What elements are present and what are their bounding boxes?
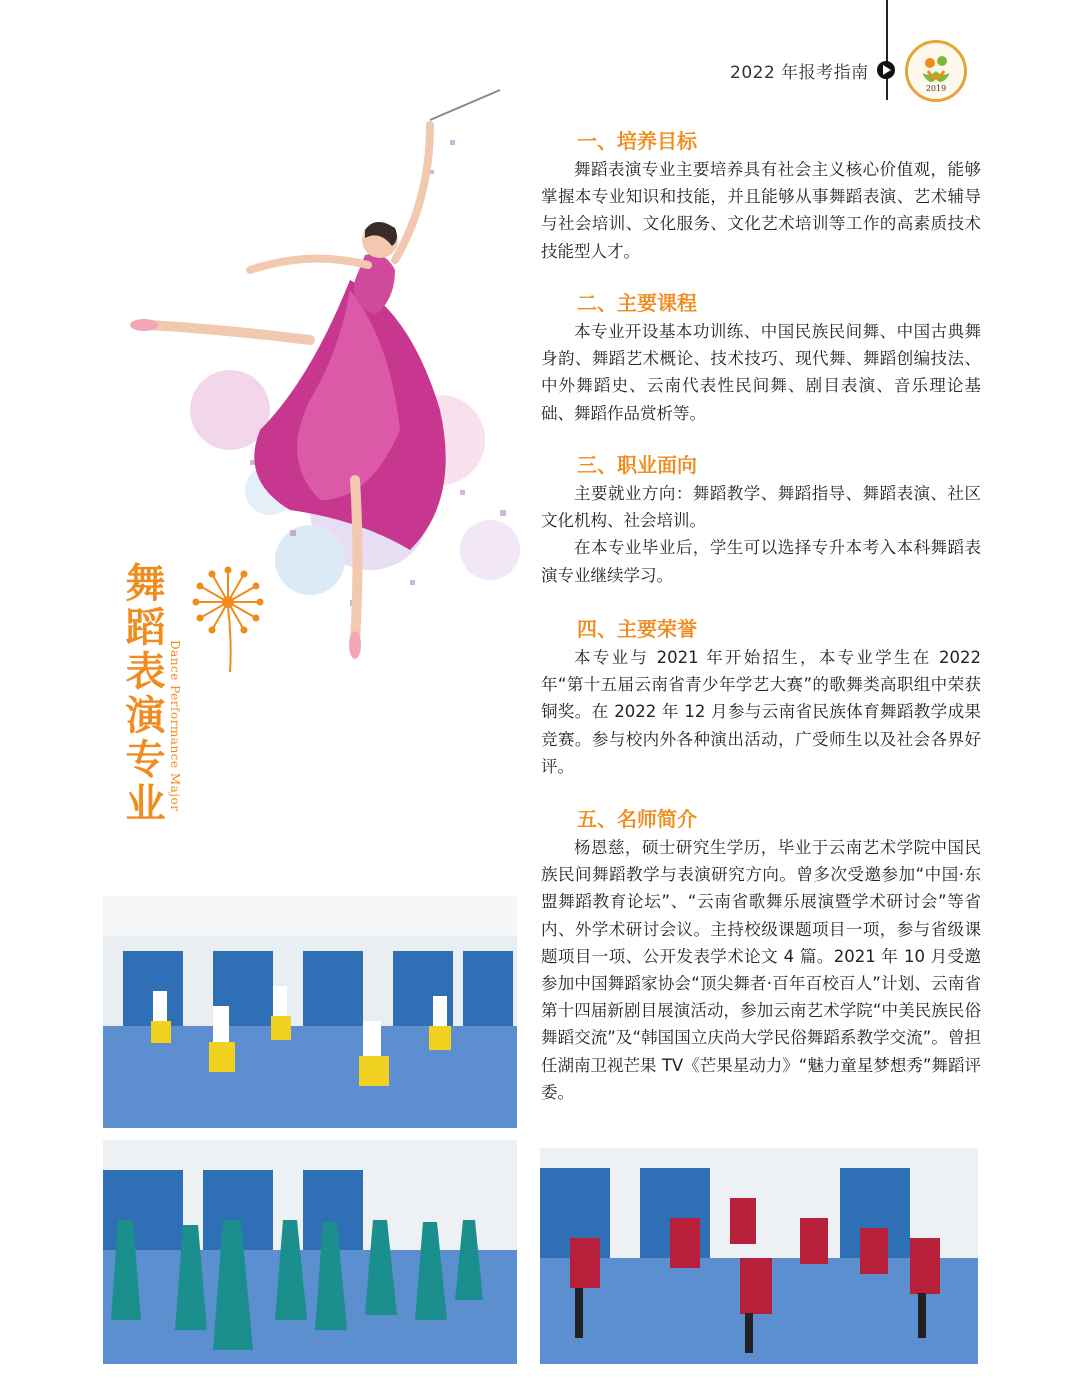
major-title: 舞蹈表演专业	[119, 562, 165, 826]
section-paragraph: 本专业与 2021 年开始招生，本专业学生在 2022 年“第十五届云南省青少年学艺大赛”的歌舞类高职组中荣获铜奖。在 2022 年 12 月参与云南省民族体育舞蹈教学成果竞赛。参与校内外各种演出活动，广受师生以及社会各界好评。	[541, 648, 981, 776]
ballerina-illustration	[110, 80, 530, 680]
photo-female-dancers-teal	[103, 1140, 517, 1364]
section-career-direction	[541, 452, 981, 589]
section-paragraph: 杨恩慈，硕士研究生学历，毕业于云南艺术学院中国民族民间舞蹈教学与表演研究方向。曾多次受邀参加“中国·东盟舞蹈教育论坛”、“云南省歌舞乐展演暨学术研讨会”等省内、外学术研讨会议。主持校级课题项目一项，参与省级课题项目一项、公开发表学术论文 4 篇。2021 年 10 月受邀参加中国舞蹈家协会“顶尖舞者·百年百校百人”计划、云南省第十四届新剧目展演活动，参加云南艺术学院“中美民族民俗舞蹈交流”及“韩国国立庆尚大学民俗舞蹈系教学交流”。曾担任湖南卫视芒果 TV《芒果星动力》“魅力童星梦想秀”舞蹈评委。	[541, 838, 981, 1102]
section-title: 五、名师简介	[577, 807, 697, 831]
school-logo	[905, 40, 967, 102]
section-honors	[541, 616, 981, 780]
photo-dancers-red-costume	[540, 1148, 978, 1364]
header-divider	[886, 0, 888, 100]
section-title: 二、主要课程	[577, 291, 697, 315]
section-paragraph: 在本专业毕业后，学生可以选择专升本考入本科舞蹈表演专业继续学习。	[541, 538, 981, 585]
photo-male-dancers-yellow	[103, 896, 517, 1128]
section-paragraph: 主要就业方向：舞蹈教学、舞蹈指导、舞蹈表演、社区文化机构、社会培训。	[541, 484, 981, 531]
major-title-english: Dance Performance Major	[168, 640, 182, 812]
logo-year: 2019	[925, 84, 947, 93]
page-header-title: 2022 年报考指南	[730, 63, 869, 83]
dandelion-icon	[188, 562, 268, 682]
section-title: 一、培养目标	[577, 129, 697, 153]
section-training-goals	[541, 128, 981, 265]
section-main-courses	[541, 290, 981, 427]
play-arrow-icon	[877, 61, 895, 79]
section-teacher-intro	[541, 806, 981, 1106]
section-title: 四、主要荣誉	[577, 617, 697, 641]
section-title: 三、职业面向	[577, 453, 697, 477]
section-paragraph: 舞蹈表演专业主要培养具有社会主义核心价值观，能够掌握本专业知识和技能，并且能够从事舞蹈表演、艺术辅导与社会培训、文化服务、文化艺术培训等工作的高素质技术技能型人才。	[541, 160, 981, 261]
section-paragraph: 本专业开设基本功训练、中国民族民间舞、中国古典舞身韵、舞蹈艺术概论、技术技巧、现代舞、舞蹈创编技法、中外舞蹈史、云南代表性民间舞、剧目表演、音乐理论基础、舞蹈作品赏析等。	[541, 322, 981, 423]
